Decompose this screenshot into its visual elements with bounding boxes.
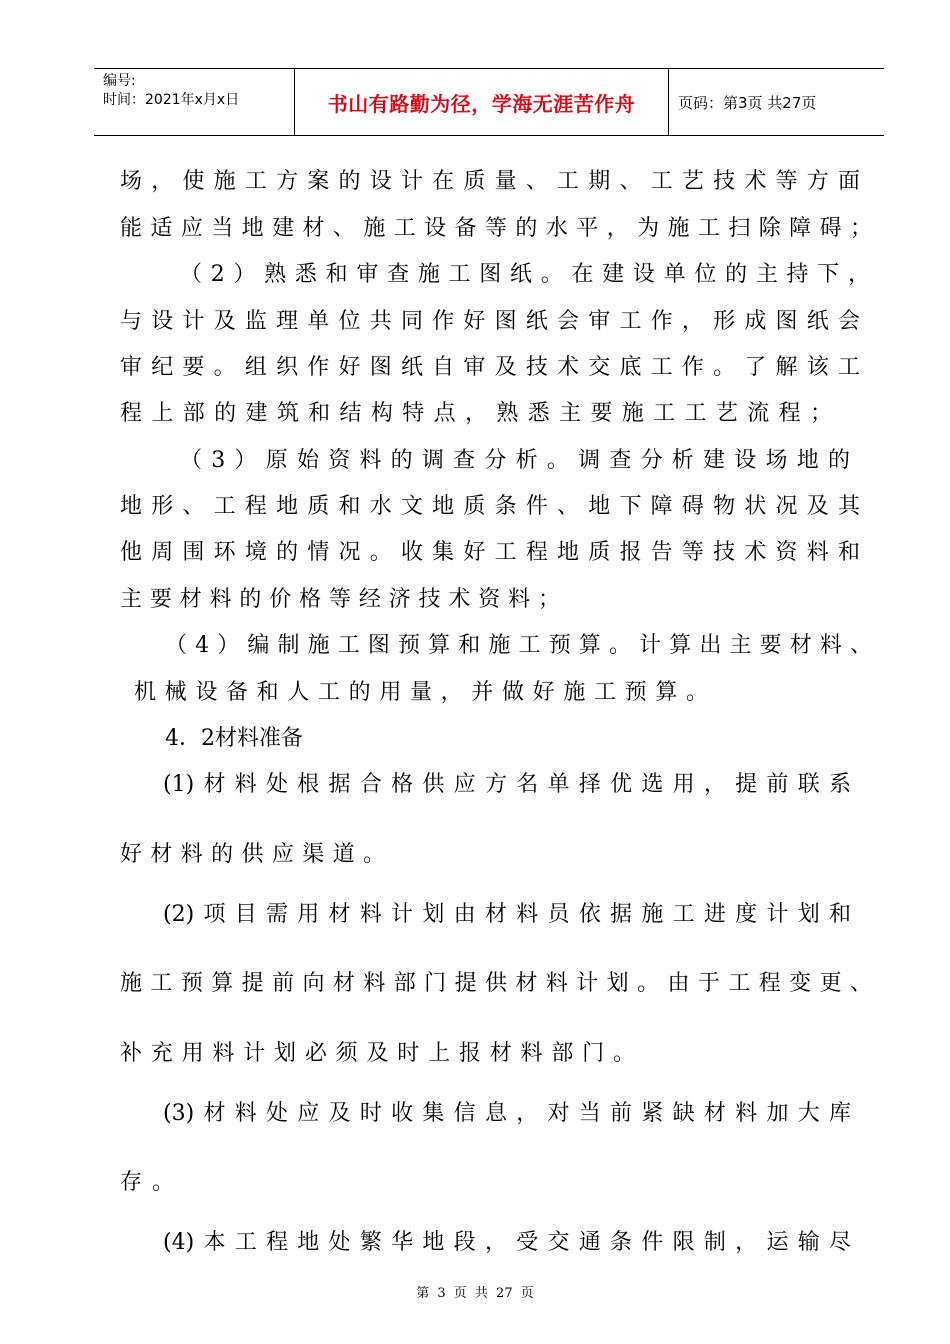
body-line: 他周围环境的情况。收集好工程地质报告等技术资料和 <box>120 540 860 565</box>
body-line: 补充用料计划必须及时上报材料部门。 <box>120 1041 635 1066</box>
serial-label: 编号: <box>103 73 136 89</box>
body-line: 与设计及监理单位共同作好图纸会审工作，形成图纸会 <box>120 309 860 334</box>
body-line: (2)项目需用材料计划由材料员依据施工进度计划和 <box>163 902 851 927</box>
body-line: 程上部的建筑和结构特点，熟悉主要施工工艺流程； <box>120 401 832 426</box>
body-line: 施工预算提前向材料部门提供材料计划。由于工程变更、 <box>120 971 872 996</box>
body-line: 好材料的供应渠道。 <box>120 842 385 867</box>
body-line: 主要材料的价格等经济技术资料； <box>120 587 560 612</box>
body-line: （3）原始资料的调查分析。调查分析建设场地的 <box>180 448 850 473</box>
body-line: (1)材料处根据合格供应方名单择优选用，提前联系 <box>163 772 851 797</box>
header-motto: 书山有路勤为径，学海无涯苦作舟 <box>295 69 669 135</box>
body-line: 存。 <box>120 1170 185 1195</box>
body-line: 机械设备和人工的用量，并做好施工预算。 <box>134 680 708 705</box>
body-line: 地形、工程地质和水文地质条件、地下障碍物状况及其 <box>120 494 860 519</box>
header-page-number: 页码：第3页 共27页 <box>678 93 817 112</box>
body-line: 场，使施工方案的设计在质量、工期、工艺技术等方面 <box>120 169 860 194</box>
body-line: (3)材料处应及时收集信息，对当前紧缺材料加大库 <box>163 1101 851 1126</box>
page-header <box>94 68 884 136</box>
section-heading: 4．2材料准备 <box>165 726 303 751</box>
body-line: （4）编制施工图预算和施工预算。计算出主要材料、 <box>165 633 872 658</box>
time-label: 时间：2021年x月x日 <box>103 92 240 108</box>
header-meta <box>94 69 295 135</box>
page-footer: 第 3 页 共 27 页 <box>416 1286 534 1301</box>
body-line: 能适应当地建材、施工设备等的水平，为施工扫除障碍； <box>120 216 872 241</box>
body-line: (4)本工程地处繁华地段，受交通条件限制，运输尽 <box>163 1230 851 1255</box>
body-line: （2）熟悉和审查施工图纸。在建设单位的主持下， <box>180 262 870 287</box>
body-line: 审纪要。组织作好图纸自审及技术交底工作。了解该工 <box>120 355 860 380</box>
